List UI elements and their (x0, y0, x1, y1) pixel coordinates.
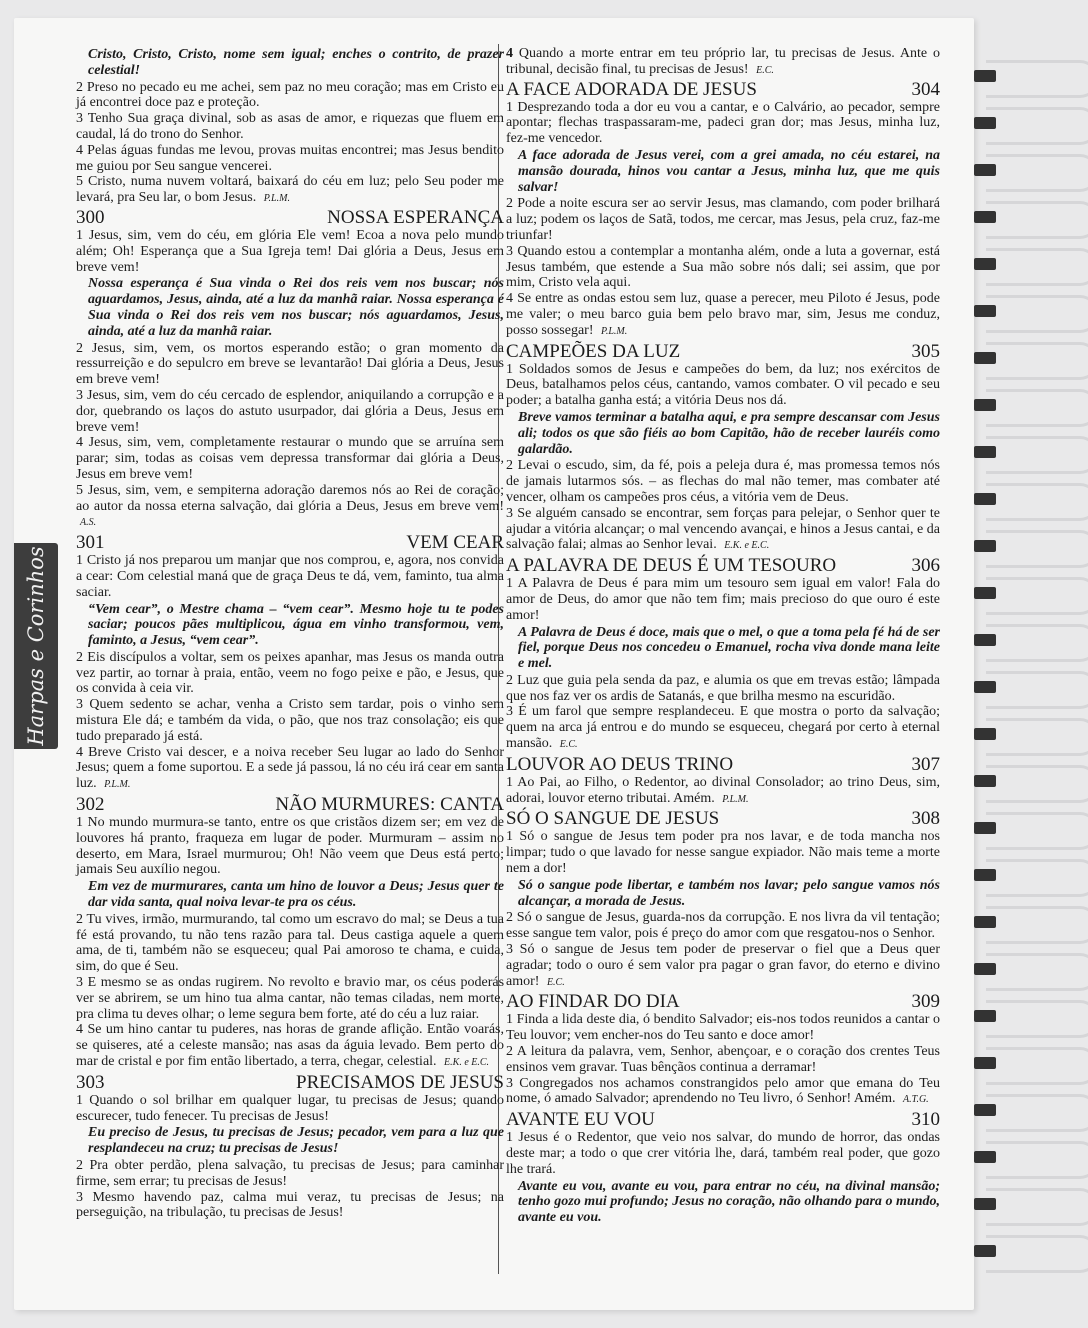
hymn-entry (506, 80, 940, 340)
hymn-number: 306 (911, 555, 940, 577)
binding-wire (986, 530, 1088, 568)
verse (76, 1093, 504, 1125)
spiral-ring (968, 812, 1088, 846)
verse (76, 650, 504, 697)
hymn-author: E.C. (559, 739, 578, 751)
spiral-ring (968, 859, 1088, 893)
hymn-author: P.L.M. (722, 793, 749, 805)
hymn-header (506, 992, 940, 1012)
verse-text: Congregados nos achamos constrangidos pelo amor que emana do Teu nome, ó amado Salvador; aprendendo no Teu livro, ó Senhor! Amém. (506, 1075, 941, 1107)
binding-wire (986, 107, 1088, 145)
hymn-entry (506, 342, 940, 555)
verse (76, 388, 504, 435)
binding-wire (986, 718, 1088, 756)
verse-number: 3 (506, 1075, 513, 1091)
verse-text: A Palavra de Deus é para mim um tesouro sem igual em valor! Fala do amor de Deus, do amor que não tem fim; mais precioso do que ouro é este amor! (506, 576, 940, 623)
verse-text: Ao Pai, ao Filho, o Redentor, ao divinal Consolador; ao trino Deus, sim, adorai, louvor eterno tributai. Amém. (506, 774, 941, 806)
verse-text: Se alguém cansado se encontrar, sem forças para pelejar, o Senhor quer te ajudar a vitória alcançar; o mal vencendo avançai, e hinos a Jesus cantai, e da salvação falai; almas ao Senhor levai. (506, 505, 941, 553)
hymn-title: NÃO MURMURES: CANTA (275, 794, 504, 816)
verse-number: 3 (76, 1189, 83, 1205)
spiral-ring (968, 295, 1088, 329)
hymn-entry (76, 795, 504, 1071)
verse-number: 3 (76, 111, 83, 127)
verse-number: 3 (506, 704, 513, 720)
verse (76, 228, 504, 275)
verse-text: Pra obter perdão, plena salvação, tu precisas de Jesus; para caminhar firme, sem errar; tu precisas de Jesus! (76, 1158, 504, 1189)
spiral-ring (968, 1235, 1088, 1269)
spiral-ring (968, 201, 1088, 235)
binding-wire (986, 1235, 1088, 1273)
verse-number: 4 (76, 744, 83, 760)
verse-number: 1 (76, 1092, 83, 1108)
verse (76, 745, 504, 793)
verse (506, 704, 940, 752)
verse-number: 4 (506, 46, 513, 61)
verse (506, 673, 940, 705)
hymn-number: 309 (911, 991, 940, 1013)
verse-number: 5 (76, 482, 83, 498)
verse-number: 3 (76, 697, 83, 713)
verse (506, 244, 940, 291)
verse (76, 975, 504, 1022)
verse-text: E mesmo se as ondas rugirem. No revolto e bravio mar, os céus poderás ver se abrirem, se um hino tua alma cantar, não temas ciladas, nem morte, pra clima tu deves olhar; o leme segura bem forte, até do céu a luz raiar. (76, 975, 505, 1022)
verse-number: 4 (76, 142, 83, 158)
hymn-title: NOSSA ESPERANÇA (327, 206, 504, 228)
verse-text: Tenho Sua graça divinal, sob as asas de amor, e riquezas que fluem em caudal, lá do trono do Senhor. (76, 111, 505, 142)
hymn-entry (506, 809, 940, 990)
verse (76, 1158, 504, 1190)
verse (506, 1012, 940, 1044)
verse-number: 1 (506, 829, 513, 845)
verse-number: 5 (76, 174, 83, 190)
spiral-ring (968, 248, 1088, 282)
verse (76, 553, 504, 600)
hymn-header (506, 809, 940, 829)
binding-wire (986, 859, 1088, 897)
verse (76, 912, 504, 975)
verse (506, 291, 940, 339)
verse-text: Breve Cristo vai descer, e a noiva receber Seu lugar ao lado do Senhor Jesus; quem a fome suportou. E a sede já passou, lá no céu irá cear em santa luz. (76, 744, 505, 792)
spiral-binding (968, 20, 1088, 1320)
verse-text: Pelas águas fundas me levou, provas muitas encontrei; mas Jesus bendito me guiou por Seu sangue vencerei. (76, 142, 504, 174)
hymn-author: E.C. (756, 64, 774, 76)
verse-number: 1 (506, 774, 513, 790)
verse-text: É um farol que sempre resplandeceu. E que mostra o porto da salvação; quem na arca já entrou e do mundo se esqueceu, chegará por certo à eternal mansão. (506, 704, 940, 752)
verse (506, 196, 940, 243)
verse (506, 362, 940, 409)
verse-number: 2 (76, 911, 83, 927)
verse-text: Só o sangue de Jesus tem poder de preservar o fiel que a Deus quer agradar; todo o ouro é sem valor pra pagar o gran favor, do eterno e divino amor! (506, 942, 941, 989)
hymn-chorus: Só o sangue pode libertar, e também nos lavar; pelo sangue vamos nós alcançar, a morada de Jesus. (518, 877, 940, 909)
verse-number: 3 (506, 942, 513, 958)
hymn-number: 303 (76, 1071, 105, 1093)
binding-wire (986, 906, 1088, 944)
verse (76, 80, 504, 112)
hymn-entry (506, 1110, 940, 1226)
hymn-chorus: A Palavra de Deus é doce, mais que o mel, o que a toma pela fé há de ser fiel, porque Deus nos concedeu o Emanuel, rocha viva donde mana leite e mel. (518, 624, 940, 672)
verse-number: 4 (506, 291, 513, 307)
verse (76, 1190, 504, 1222)
verse (76, 111, 504, 143)
verse-number: 3 (76, 387, 83, 403)
binding-wire (986, 671, 1088, 709)
verse-number: 1 (76, 553, 83, 569)
verse-number: 4 (76, 435, 83, 451)
hymn-entry (506, 755, 940, 808)
verse-text: Finda a lida deste dia, ó bendito Salvador; eis-nos todos reunidos a cantar o Teu louvor; vem encher-nos do Teu santo e doce amor! (506, 1012, 940, 1044)
hymn-entry (506, 556, 940, 753)
verse (76, 143, 504, 175)
verse (76, 435, 504, 482)
verse (506, 910, 940, 942)
verse-text: Tu vives, irmão, murmurando, tal como um escravo do mal; se Deus a tua fé está provando, tu não tens razão para tal. Deus castiga aquele a quem ama, de ti, também não se esqueceu; qual Pai amoroso te chama, e cuida, sim, do que é Seu. (76, 911, 504, 975)
verse-text: Quando a morte entrar em teu próprio lar, tu precisas de Jesus. Ante o tribunal, decisão final, tu precisas de Jesus! (506, 46, 941, 77)
spiral-ring (968, 530, 1088, 564)
verse-number: 2 (76, 340, 83, 356)
hymn-header (506, 342, 940, 362)
hymn-number: 301 (76, 532, 105, 554)
hymn-entry (76, 1073, 504, 1221)
verse-number: 1 (506, 99, 513, 115)
verse (506, 829, 940, 876)
verse-text: Se um hino cantar tu puderes, nas horas de grande aflição. Então voarás, se quiseres, até a celeste mansão; nas asas da águia levado. Bem perto do mar de cristal e por fim então libertado, a terra, chegar, celestial. (76, 1022, 505, 1070)
verse (506, 506, 940, 554)
verse-text: A leitura da palavra, vem, Senhor, abençoar, e o coração dos crentes Teus ensinos vem gravar. Tuas bênçãos continua a derramar! (506, 1044, 940, 1075)
intro-verse (506, 46, 940, 79)
hymn-header (76, 1073, 504, 1093)
spiral-ring (968, 906, 1088, 940)
verse-text: No mundo murmura-se tanto, entre os que cristãos dizem ser; em vez de louvores há pranto, fraqueza em lugar de poder. Murmuram – assim no deserto, em Mara, Israel murmurou; Oh! Não veem que Deus está perto; jamais Seu auxílio negou. (76, 815, 504, 878)
binding-wire (986, 483, 1088, 521)
left-hymns (76, 208, 504, 1221)
binding-wire (986, 1141, 1088, 1179)
verse-text: Eis discípulos a voltar, sem os peixes apanhar, mas Jesus os manda outra vez partir, ao tornar à praia, então, veem no fogo peixe e pão, e Jesus, que os convida à ceia vir. (76, 649, 504, 697)
binding-wire (986, 1188, 1088, 1226)
binding-wire (986, 624, 1088, 662)
intro-chorus: Cristo, Cristo, Cristo, nome sem igual; enches o contrito, de prazer celestial! (88, 47, 504, 78)
verse-number: 4 (76, 1022, 83, 1038)
verse-text: Jesus, sim, vem, e sempiterna adoração daremos nós ao Rei de coração; ao autor da nossa eterna salvação, dai glória a Deus, Jesus em breve vem! (76, 482, 504, 514)
spiral-ring (968, 1188, 1088, 1222)
hymn-header (76, 208, 504, 228)
hymn-title: AO FINDAR DO DIA (506, 991, 680, 1013)
hymn-header (506, 556, 940, 576)
section-tab-label: Harpas e Corinhos (24, 546, 48, 746)
hymn-author: A.T.G. (903, 1094, 929, 1106)
binding-wire (986, 953, 1088, 991)
verse (76, 341, 504, 388)
hymn-chorus: “Vem cear”, o Mestre chama – “vem cear”. Mesmo hoje tu te podes saciar; poucos pães multiplicou, água em vinho transformou, vem, faminto, a Jesus, “vem cear”. (88, 601, 504, 649)
verse-text: Jesus, sim, vem do céu, em glória Ele vem! Ecoa a nova pelo mundo além; Oh! Esperança que a Sua Igreja tem! Dai glória a Deus, Jesus em breve vem! (76, 227, 504, 275)
verse-text: Só o sangue de Jesus tem poder pra nos lavar, e de toda mancha nos limpar; tudo o que lavado for nesse sangue expiador. Não mais teme a morte nem a dor! (506, 829, 941, 877)
hymn-title: PRECISAMOS DE JESUS (296, 1071, 504, 1093)
verse (506, 1076, 940, 1109)
verse-text: Levai o escudo, sim, da fé, pois a peleja dura é, mas promessa temos nós de jamais lutarmos sós. – as flechas do mal não temer, mas combater até vencer, olham os campeões pros céus, a vitória vem de Deus. (506, 458, 940, 505)
binding-wire (986, 201, 1088, 239)
hymn-title: LOUVOR AO DEUS TRINO (506, 753, 734, 775)
hymn-author: A.S. (80, 517, 97, 529)
verse (76, 815, 504, 878)
verse-text: Jesus, sim, vem do céu cercado de esplendor, aniquilando a corrupção e a dor, quebrando os laços do astuto usurpador, dai glória a Deus, Jesus em breve vem! (76, 387, 505, 435)
hymn-author: P.L.M. (601, 325, 628, 337)
spiral-ring (968, 953, 1088, 987)
spiral-ring (968, 577, 1088, 611)
spiral-ring (968, 436, 1088, 470)
hymn-number: 308 (911, 808, 940, 830)
verse-text: Quando estou a contemplar a montanha além, onde a luta a governar, está Jesus também, que estende a Sua mão sobre nós dali; sei assim, que por mim, Cristo vela aqui. (506, 243, 940, 291)
verse (76, 483, 504, 531)
verse-number: 2 (506, 458, 513, 474)
binding-wire (986, 154, 1088, 192)
verse-text: Luz que guia pela senda da paz, e alumia os que em trevas estão; lâmpada que nos faz ver os ardis de Satanás, e que brilha mesmo na escuridão. (506, 672, 941, 704)
spiral-ring (968, 718, 1088, 752)
hymn-author: P.L.M. (104, 779, 131, 791)
verse (506, 1130, 940, 1177)
verse-text: Desprezando toda a dor eu vou a cantar, e o Calvário, ao pecador, sempre apontar; flechas traspassaram-me, padeci gran dor; mas Jesus, minha luz, fez-me vencedor. (506, 99, 941, 147)
binding-wire (986, 389, 1088, 427)
verse (76, 1022, 504, 1070)
spiral-ring (968, 154, 1088, 188)
right-column (506, 46, 940, 1228)
binding-wire (986, 1094, 1088, 1132)
verse-text: Só o sangue de Jesus, guarda-nos da corrupção. E nos livra da vil tentação; esse sangue tem valor, pois é preço do amor com que resgatou-nos o Senhor. (506, 910, 940, 942)
binding-wire (986, 436, 1088, 474)
verse-number: 1 (506, 1130, 513, 1146)
spiral-ring (968, 342, 1088, 376)
verse-text: Pode a noite escura ser ao servir Jesus, mas clamando, com poder brilhará a luz; podem os laços de Satã, todos, me cercar, mas Jesus, pela cruz, faz-me triunfar! (506, 196, 940, 243)
hymn-chorus: Eu preciso de Jesus, tu precisas de Jesus; pecador, vem para a luz que resplandeceu na cruz; tu precisas de Jesus! (88, 1125, 504, 1157)
hymn-chorus: Nossa esperança é Sua vinda o Rei dos reis vem nos buscar; nós aguardamos, Jesus, ainda, até a luz da manhã raiar. Nossa esperança é Sua vinda o Rei dos reis vem nos buscar; nós aguardamos, Jesus, ainda, até a luz da manhã raiar. (88, 276, 504, 339)
hymn-title: A FACE ADORADA DE JESUS (506, 78, 757, 100)
verse-text: Se entre as ondas estou sem luz, quase a perecer, meu Piloto é Jesus, pode me valer; o meu barco guia bem pelo bravo mar, sim, Jesus me conduz, posso sossegar! (506, 291, 941, 338)
spiral-ring (968, 60, 1088, 94)
spiral-ring (968, 483, 1088, 517)
spiral-ring (968, 671, 1088, 705)
binding-wire (986, 295, 1088, 333)
hymn-header (506, 1110, 940, 1130)
hymn-title: CAMPEÕES DA LUZ (506, 340, 681, 362)
hymn-author: E.C. (546, 976, 565, 988)
hymn-header (76, 795, 504, 815)
hymn-header (506, 80, 940, 100)
spiral-ring (968, 624, 1088, 658)
hymn-author: P.L.M. (263, 193, 290, 205)
hymn-chorus: Em vez de murmurares, canta um hino de louvor a Deus; Jesus quer te dar vida santa, qual noiva levar-te pra os céus. (88, 879, 504, 911)
verse-text: Jesus, sim, vem, completamente restaurar o mundo que se arruína sem parar; sim, todas as coisas vem depressa transformar dai glória a Deus, Jesus em breve vem! (76, 435, 504, 482)
verse-text: Mesmo havendo paz, calma mui veraz, tu precisas de Jesus; na perseguição, na tribulação, tu precisas de Jesus! (76, 1189, 504, 1221)
verse (506, 576, 940, 623)
verse-text: Jesus, sim, vem, os mortos esperando estão; o gran momento da ressurreição e do sepulcro em breve se levantarão! Dai glória a Deus, Jesus em breve vem! (76, 340, 505, 388)
verse-text: Cristo já nos preparou um manjar que nos comprou, e, agora, nos convida a cear: Com celestial maná que de graça Deus te dá, vem, faminto, tua alma saciar. (76, 553, 504, 600)
verse (76, 697, 504, 744)
verse-number: 1 (506, 1012, 513, 1028)
spiral-ring (968, 1047, 1088, 1081)
verse (506, 1044, 940, 1076)
verse-number: 2 (76, 649, 83, 665)
hymn-title: VEM CEAR (406, 532, 504, 554)
binding-wire (986, 577, 1088, 615)
verse-number: 1 (76, 815, 83, 831)
verse (506, 942, 940, 990)
verse-text: Jesus é o Redentor, que veio nos salvar, do mundo de horror, das ondas deste mar; a todo o que crer vitória lhe, dará, também real poder, que gozo lhe trará. (506, 1130, 941, 1177)
binding-wire (986, 765, 1088, 803)
spiral-ring (968, 107, 1088, 141)
spiral-ring (968, 1000, 1088, 1034)
verse-number: 1 (506, 361, 513, 377)
verse-number: 2 (76, 79, 83, 95)
verse-number: 2 (506, 910, 513, 926)
verse-number: 3 (506, 243, 513, 259)
binding-wire (986, 1047, 1088, 1085)
spiral-ring (968, 389, 1088, 423)
verse-number: 1 (506, 576, 513, 592)
hymn-chorus: Breve vamos terminar a batalha aqui, e pra sempre descansar com Jesus ali; todos os que são fiéis ao bom Capitão, hão de receber lauréis como galardão. (518, 409, 940, 457)
hymn-entry (76, 533, 504, 793)
hymn-title: AVANTE EU VOU (506, 1109, 655, 1131)
hymn-number: 305 (911, 340, 940, 362)
binding-wire (986, 60, 1088, 98)
verse-text: Preso no pecado eu me achei, sem paz no meu coração; mas em Cristo eu já encontrei doce paz e proteção. (76, 79, 505, 111)
hymn-title: SÓ O SANGUE DE JESUS (506, 808, 720, 830)
hymn-header (76, 533, 504, 553)
verse-number: 2 (506, 1044, 513, 1060)
left-column (76, 46, 504, 1223)
verse-number: 2 (76, 1158, 83, 1173)
verse (506, 458, 940, 505)
hymn-chorus: A face adorada de Jesus verei, com a grei amada, no céu estarei, na mansão dourada, hinos vou cantar a Jesus, minha luz, que me quis salvar! (518, 147, 940, 195)
section-tab[interactable] (14, 543, 58, 749)
hymn-author: E.K. e E.C. (724, 540, 770, 552)
verse (506, 775, 940, 808)
verse-text: Quando o sol brilhar em qualquer lugar, tu precisas de Jesus; quando escurecer, tudo fenecer. Tu precisas de Jesus! (76, 1092, 505, 1124)
hymn-author: E.K. e E.C. (444, 1057, 490, 1069)
hymn-number: 302 (76, 794, 105, 816)
hymn-number: 307 (911, 753, 940, 775)
verse-number: 2 (506, 196, 513, 212)
hymn-number: 300 (76, 206, 105, 228)
hymn-number: 304 (911, 78, 940, 100)
hymn-number: 310 (911, 1109, 940, 1131)
hymn-title: A PALAVRA DE DEUS É UM TESOURO (506, 555, 837, 577)
right-hymns (506, 80, 940, 1226)
binding-wire (986, 248, 1088, 286)
verse-text: Soldados somos de Jesus e campeões do bem, da luz; nos exércitos de Deus, batalhamos pelos céus, cantando, vamos combater. O vil pecado e seu poder; a batalha ganha está; a vitória Deus nos dá. (506, 361, 941, 409)
verse-number: 1 (76, 227, 83, 243)
verse-text: Quem sedento se achar, venha a Cristo sem tardar, pois o vinho sem mistura Ele dá; e também da vida, o pão, que nos traz consolação; eis que tudo preparado já está. (76, 697, 505, 744)
verse (506, 100, 940, 147)
hymn-entry (506, 992, 940, 1108)
spiral-ring (968, 1141, 1088, 1175)
spiral-ring (968, 1094, 1088, 1128)
verse (76, 174, 504, 207)
binding-wire (986, 812, 1088, 850)
binding-wire (986, 342, 1088, 380)
verse-text: Cristo, numa nuvem voltará, baixará do céu em luz; pelo Seu poder me levará, pra Seu lar, o bom Jesus. (76, 174, 505, 206)
verse-number: 2 (506, 672, 513, 688)
hymn-chorus: Avante eu vou, avante eu vou, para entrar no céu, na divinal mansão; tenho gozo mui profundo; Jesus no coração, não olhando para o mundo, avante eu vou. (518, 1178, 940, 1226)
hymnal-page (14, 18, 974, 1310)
verse-number: 3 (76, 975, 83, 991)
spiral-ring (968, 765, 1088, 799)
verse-number: 3 (506, 505, 513, 521)
hymn-header (506, 755, 940, 775)
intro-verses (76, 80, 504, 207)
binding-wire (986, 1000, 1088, 1038)
hymn-entry (76, 208, 504, 531)
